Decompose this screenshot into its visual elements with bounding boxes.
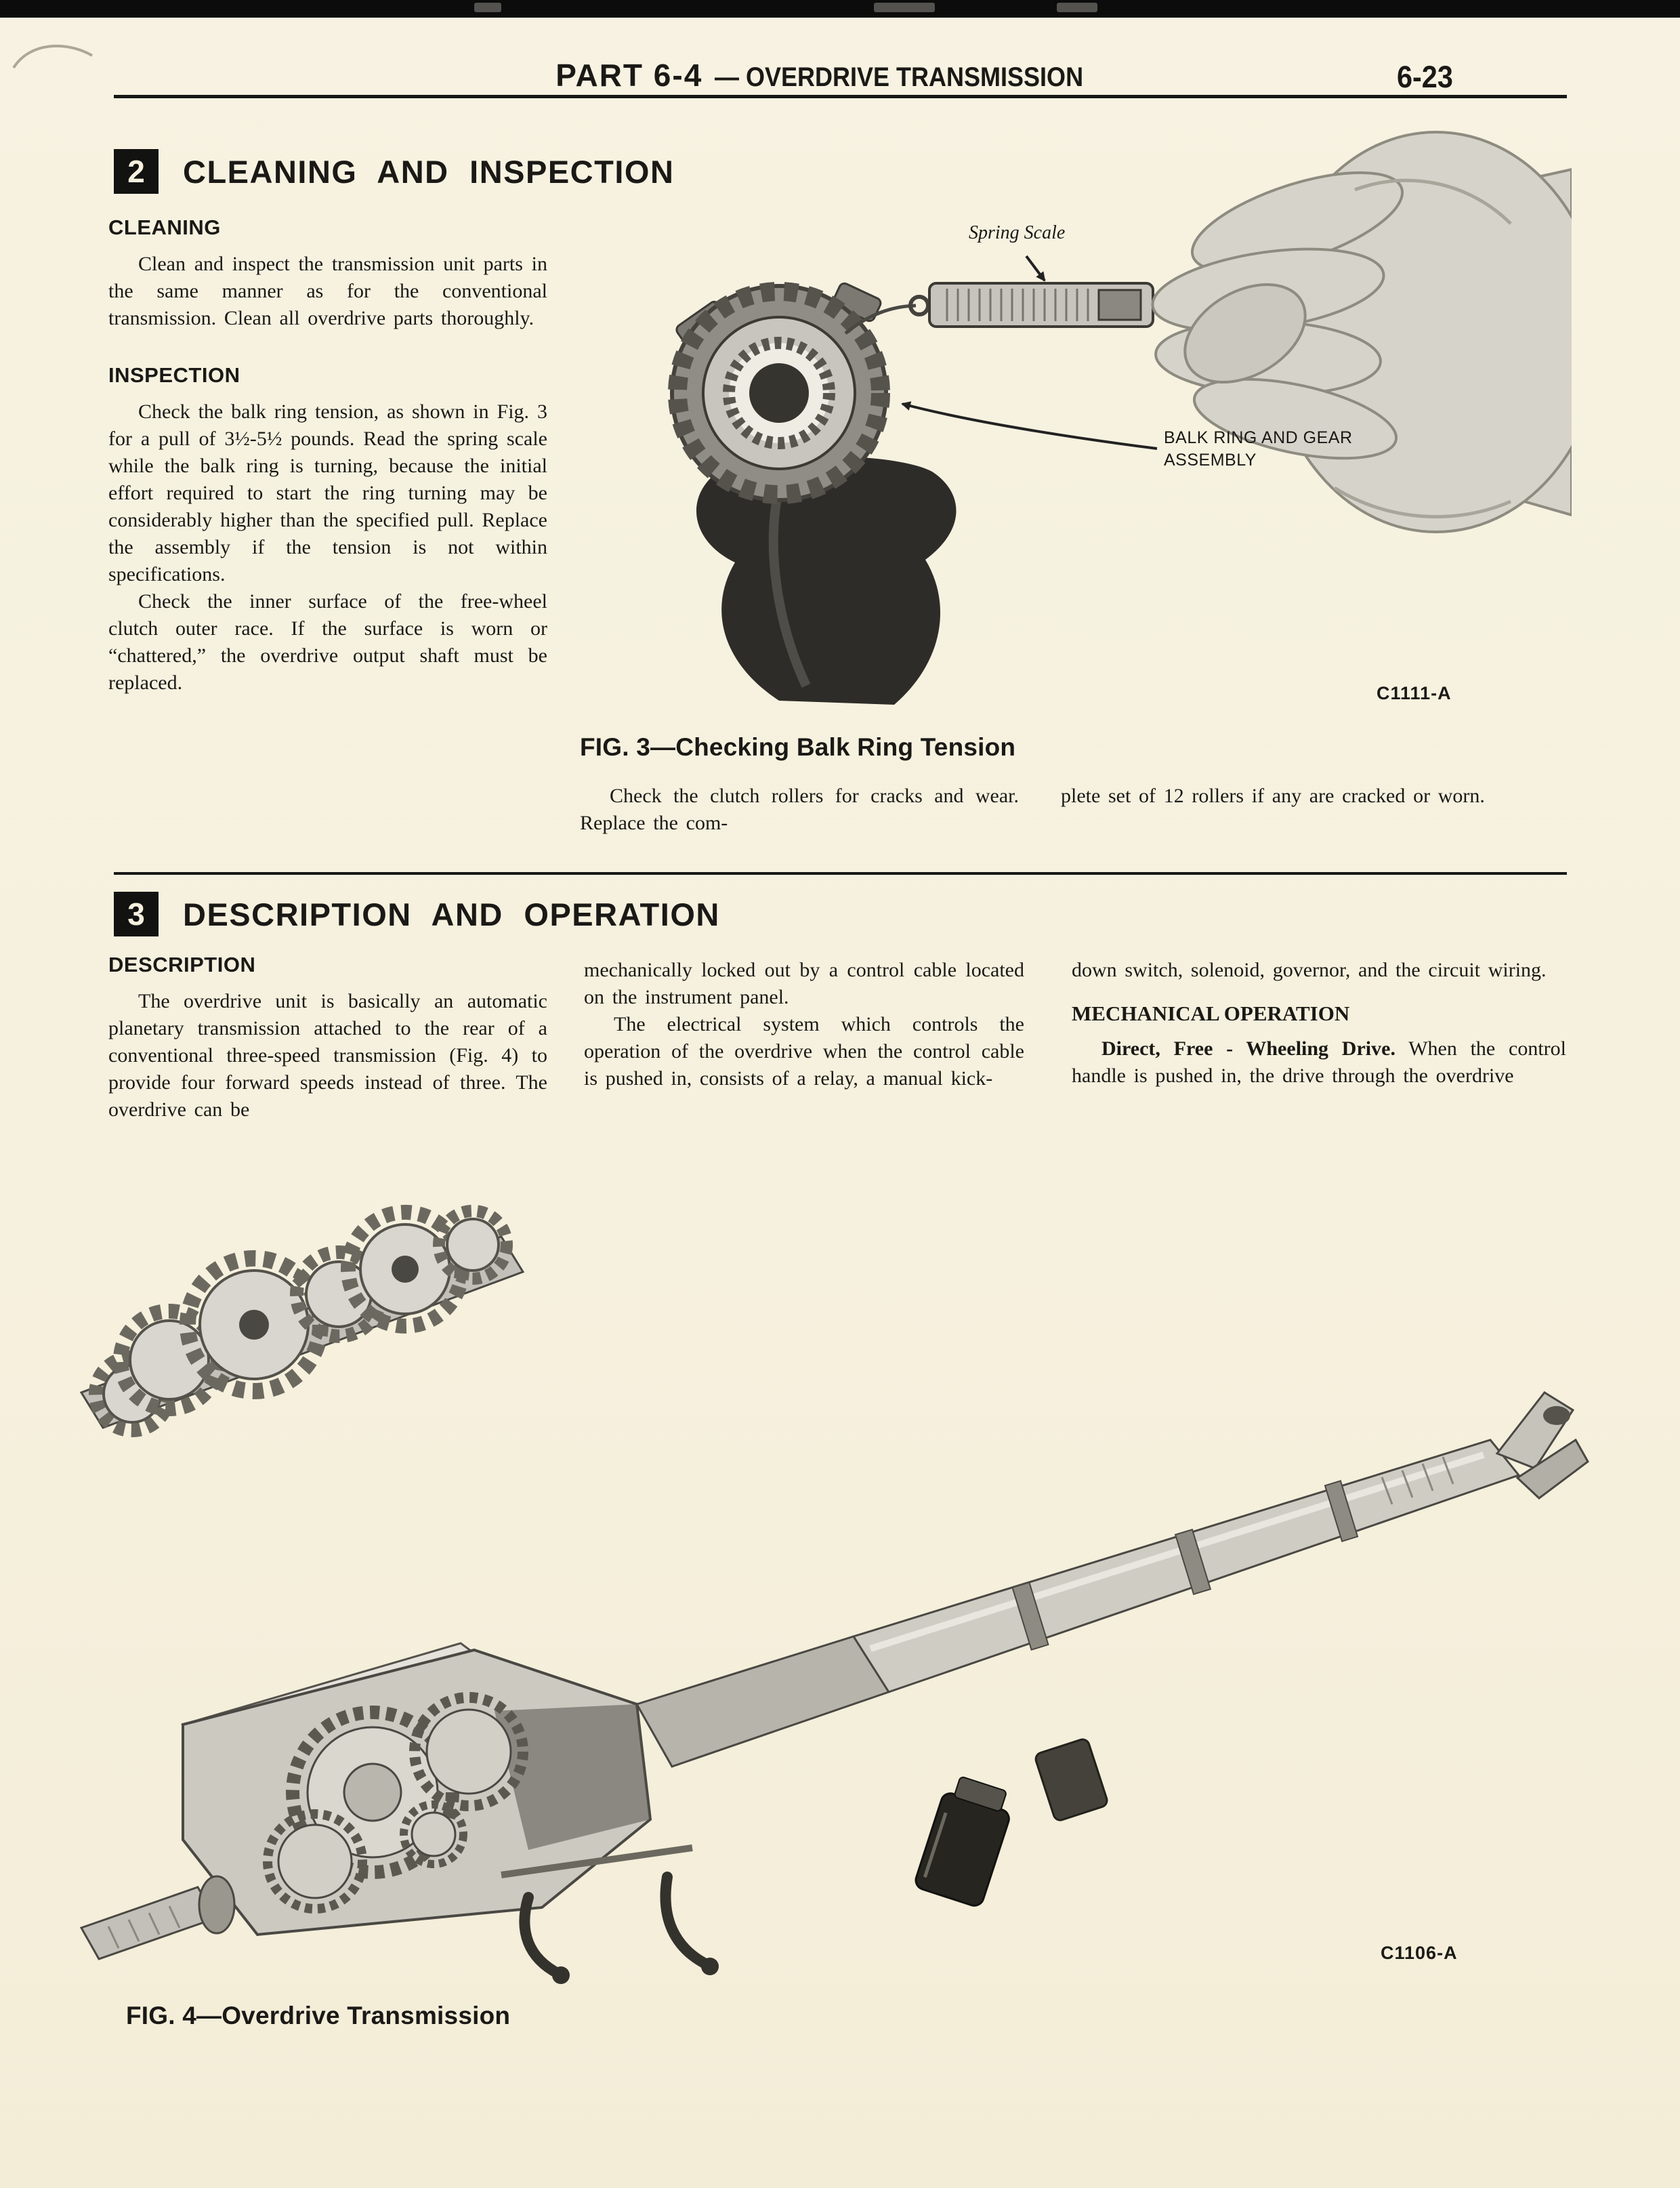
clutch-rollers-paragraph-left: Check the clutch rollers for cracks and wear. Replace the com- [580,785,1019,834]
direct-drive-paragraph [1072,1035,1566,1090]
fig3-label-spring-scale: Spring Scale [969,222,1066,243]
scan-top-edge [0,0,1680,18]
section-2-left-column [108,215,547,697]
fig4-illustration [54,1169,1592,1985]
fig3-label-balk-ring: BALK RING AND GEAR ASSEMBLY [1164,428,1353,470]
direct-drive-rest: When the control handle is pushed in, the drive through the overdrive [1072,1037,1566,1087]
section-3-header [114,892,720,936]
inspection-paragraph-2: Check the inner surface of the free-wheel clutch outer race. If the surface is worn or “chattered,” the overdrive output shaft must be replaced. [108,590,547,694]
header-title: — OVERDRIVE TRANSMISSION [715,62,1084,92]
col2-paragraph-1: mechanically locked out by a control cable located on the instrument panel. [584,959,1024,1008]
section-3-number-badge: 3 [114,892,159,936]
section-3-column-3 [1072,957,1566,1090]
cleaning-heading: CLEANING [108,215,221,239]
section-divider [114,872,1567,875]
header-rule [114,95,1567,98]
inspection-paragraph-1: Check the balk ring tension, as shown in Fig. 3 for a pull of 3½-5½ pounds. Read the spring scale while the balk ring is turning, because the initial effort required to start the ring turning may be considerably higher than the specified pull. Replace the assembly if the tension is not within specifications. [108,400,547,585]
mechanical-operation-heading: MECHANICAL OPERATION [1072,1002,1350,1025]
header-part-number: PART 6-4 [555,58,703,93]
col3-paragraph-1: down switch, solenoid, governor, and the circuit wiring. [1072,959,1547,981]
inspection-heading: INSPECTION [108,363,240,387]
fig3-caption: FIG. 3—Checking Balk Ring Tension [580,733,1016,761]
direct-drive-lead: Direct, Free - Wheeling Drive. [1101,1037,1395,1060]
description-heading: DESCRIPTION [108,953,256,976]
fig3-photo [576,108,1572,726]
col2-paragraph-2: The electrical system which controls the operation of the overdrive when the control cable is pushed in, consists of a relay, a manual kick- [584,1013,1024,1090]
clutch-rollers-paragraph-right: plete set of 12 rollers if any are cracked or worn. [1061,785,1485,807]
cleaning-paragraph: Clean and inspect the transmission unit parts in the same manner as for the conventional transmission. Clean all overdrive parts thoroughly. [108,253,547,329]
fig3-code: C1111-A [1377,683,1452,703]
section-3-column-2 [584,957,1024,1092]
fig4-code: C1106-A [1381,1943,1458,1963]
page-number: 6-23 [1397,60,1453,94]
description-paragraph: The overdrive unit is basically an automatic planetary transmission attached to the rear of a conventional three-speed transmission (Fig. 4) to provide four forward speeds instead of three. The overdrive can be [108,990,547,1121]
fig4-caption: FIG. 4—Overdrive Transmission [126,2002,511,2029]
figure-3 [576,108,1572,726]
section-2-number-badge: 2 [114,149,159,194]
figure-4 [54,1169,1592,1985]
section-2-title: CLEANING AND INSPECTION [183,153,675,190]
section-3-column-1 [108,953,547,1123]
section-3-title: DESCRIPTION AND OPERATION [183,896,720,932]
